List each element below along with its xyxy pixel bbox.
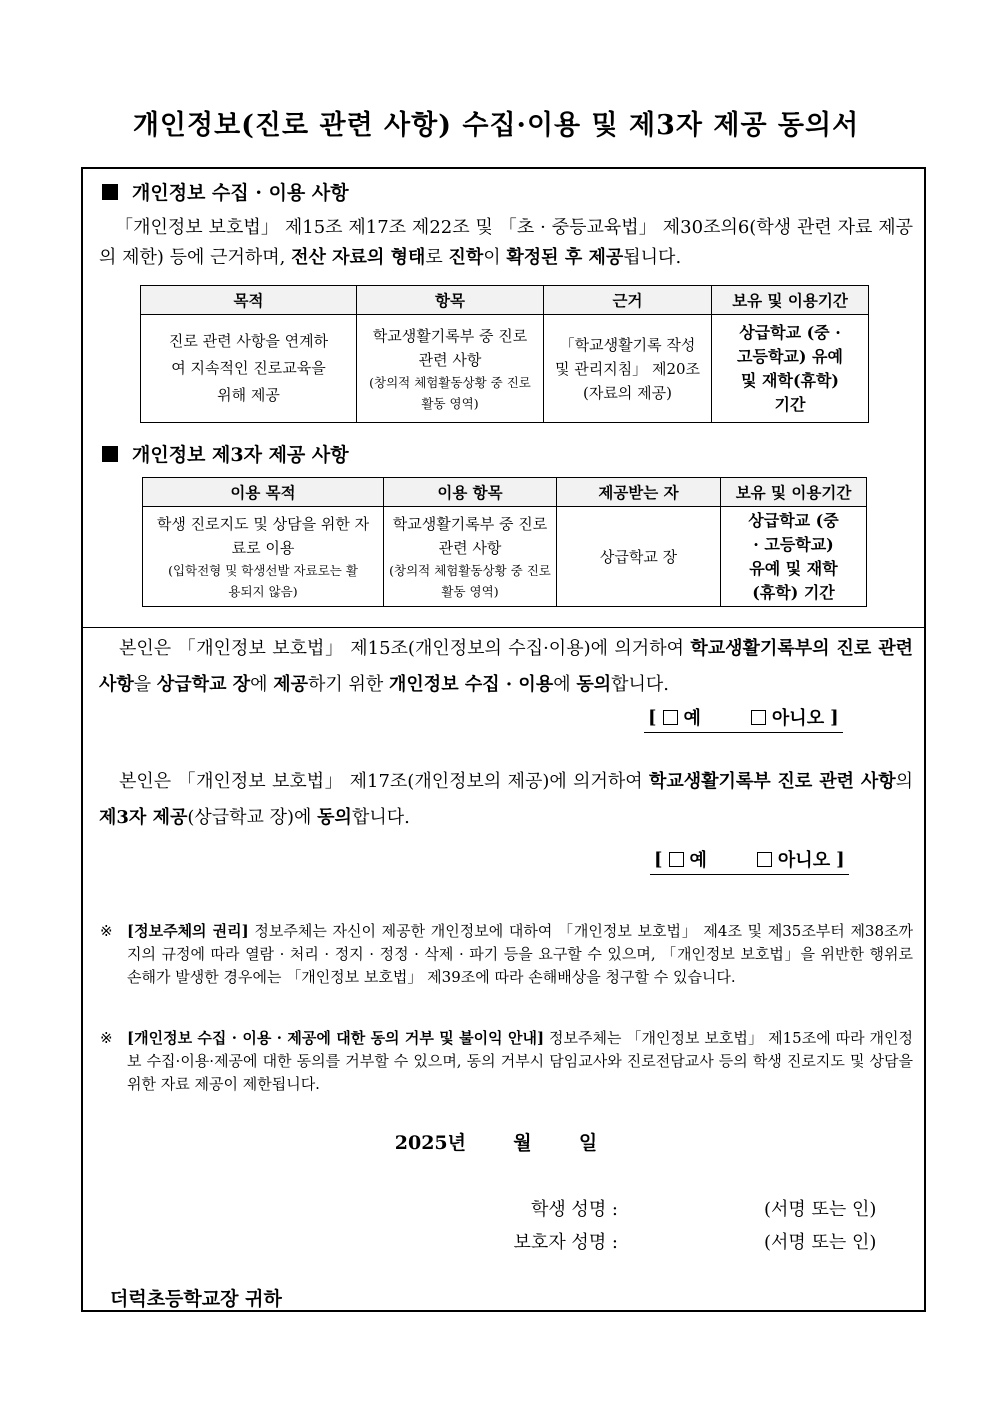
consent2-choice [650,846,849,875]
student-signature-field[interactable] [620,1192,760,1220]
consent-text: 합니다. [611,674,669,695]
reference-mark-icon: ※ [100,1029,113,1047]
collection-table [140,285,869,423]
consent1-choice [644,704,843,733]
note-text [127,920,913,989]
table-header-row [143,478,867,507]
column-header-recipient: 제공받는 자 [557,478,721,507]
section2-heading-text: 개인정보 제3자 제공 사항 [132,444,349,466]
reference-mark-icon: ※ [100,922,113,940]
consent2-yes-checkbox[interactable] [669,852,684,867]
square-bullet-icon [102,184,118,200]
section1-heading-text: 개인정보 수집 · 이용 사항 [132,182,349,204]
cell-use-item-main: 학교생활기록부 중 진로 관련 사항 [392,514,548,557]
date-month[interactable]: 월 [513,1132,532,1154]
section1-intro [99,213,913,273]
date-line [0,1128,992,1155]
table-header-row [141,286,869,315]
intro-bold-text: 전산 자료의 형태 [291,247,426,268]
cell-period: 상급학교 (중 · 고등학교) 유예 및 재학(휴학) 기간 [721,507,867,607]
student-signature-hint: (서명 또는 인) [764,1199,877,1220]
guardian-signature-field[interactable] [620,1225,760,1253]
column-header-item: 항목 [357,286,544,315]
consent-bold-text: 제공 [273,674,309,695]
section-divider [81,627,926,628]
cell-use-purpose-note: (입학전형 및 학생선발 자료로는 활용되지 않음) [168,562,358,599]
cell-recipient: 상급학교 장 [557,507,721,607]
bracket-close: ] [836,848,845,870]
cell-use-purpose-main: 학생 진로지도 및 상담을 위한 자료로 이용 [156,514,370,557]
consent-bold-text: 제3자 제공 [99,807,188,828]
consent-text: 에 [250,674,274,695]
consent-bold-text: 학교생활기록부 진로 관련 사항 [648,771,896,792]
consent-text: 합니다. [351,807,410,828]
intro-text: 이 [483,247,507,268]
column-header-basis: 근거 [544,286,712,315]
square-bullet-icon [102,446,118,462]
third-party-table [142,477,867,607]
intro-text: 로 [425,247,449,268]
consent2-yes-label: 예 [689,850,707,871]
student-name-label: 학생 성명 : [530,1199,618,1220]
section1-heading [102,178,349,205]
addressee: 더럭초등학교장 귀하 [110,1288,282,1310]
cell-basis: 「학교생활기록 작성 및 관리지침」 제20조(자료의 제공) [544,315,712,423]
cell-item [357,315,544,423]
consent-bold-text: 상급학교 장 [156,674,251,695]
intro-bold-text: 진학 [448,247,484,268]
cell-use-item [384,507,557,607]
consent-text: 에 [553,674,577,695]
document-title: 개인정보(진로 관련 사항) 수집·이용 및 제3자 제공 동의서 [132,110,860,141]
bracket-close: ] [830,706,839,728]
consent2-no-label: 아니오 [777,850,831,871]
date-year: 2025년 [394,1132,467,1154]
section2-heading [102,440,349,467]
consent2-no-checkbox[interactable] [757,852,772,867]
cell-use-item-note: (창의적 체험활동상황 중 진로활동 영역) [389,562,551,599]
consent-text: 본인은 「개인정보 보호법」 제15조(개인정보의 수집·이용)에 의거하여 [119,638,691,659]
cell-use-purpose [143,507,384,607]
guardian-name-label: 보호자 성명 : [513,1232,618,1253]
bracket-open: [ [654,848,663,870]
column-header-use-purpose: 이용 목적 [143,478,384,507]
cell-item-note: (창의적 체험활동상황 중 진로활동 영역) [369,374,531,411]
note-body: 정보주체는 「개인정보 보호법」 제15조에 따라 개인정보 수집·이용·제공에 대한 동의를 거부할 수 있으며, 동의 거부시 담임교사와 진로전담교사 등의 학생 진로지도 및 상담을 위한 자료 제공이 제한됩니다. [127,1029,914,1093]
consent1-yes-checkbox[interactable] [663,710,678,725]
consent1-text [99,631,913,703]
note-rights [100,920,913,989]
consent-text: 을 [133,674,157,695]
consent-bold-text: 동의 [576,674,612,695]
table-row [141,315,869,423]
note-refusal [100,1027,913,1096]
consent-text: 본인은 「개인정보 보호법」 제17조(개인정보의 제공)에 의거하여 [119,771,649,792]
guardian-signature-hint: (서명 또는 인) [764,1232,877,1253]
note-title: [정보주체의 권리] [127,922,249,940]
consent2-text [99,764,913,836]
cell-item-main: 학교생활기록부 중 진로 관련 사항 [372,326,528,369]
note-body: 정보주체는 자신이 제공한 개인정보에 대하여 「개인정보 보호법」 제4조 및 제35조부터 제38조까지의 규정에 따라 열람 · 처리 · 정지 · 정정 · 삭제 · 파기 등을 요구할 수 있으며, 「개인정보 보호법」을 위반한 행위로 손해가 발생한 경우에는 「개인정보 보호법」 제39조에 따라 손해배상을 청구할 수 있습니다. [127,922,913,986]
column-header-use-item: 이용 항목 [384,478,557,507]
intro-text: 됩니다. [623,247,682,268]
bracket-open: [ [648,706,657,728]
consent-text: 의 [895,771,913,792]
consent1-no-label: 아니오 [771,708,825,729]
consent-bold-text: 동의 [317,807,352,828]
consent1-no-checkbox[interactable] [751,710,766,725]
consent1-yes-label: 예 [683,708,701,729]
cell-purpose: 진로 관련 사항을 연계하여 지속적인 진로교육을 위해 제공 [141,315,357,423]
consent-text: (상급학교 장)에 [187,807,318,828]
table-row [143,507,867,607]
note-text [127,1027,913,1096]
cell-period: 상급학교 (중 · 고등학교) 유예 및 재학(휴학) 기간 [712,315,869,423]
column-header-period: 보유 및 이용기간 [712,286,869,315]
column-header-purpose: 목적 [141,286,357,315]
consent-text: 하기 위한 [308,674,390,695]
intro-bold-text: 확정된 후 제공 [506,247,624,268]
note-title: [개인정보 수집 · 이용 · 제공에 대한 동의 거부 및 불이익 안내] [127,1029,545,1047]
consent-bold-text: 개인정보 수집 · 이용 [389,674,554,695]
date-day[interactable]: 일 [578,1132,598,1154]
consent-bold-text: 학교생활기록부의 진로 관련 사항 [99,638,913,695]
column-header-period: 보유 및 이용기간 [721,478,867,507]
intro-text: 「개인정보 보호법」 제15조 제17조 제22조 및 「초 · 중등교육법」 제30조의6(학생 관련 자료 제공의 제한) 등에 근거하며, [99,217,913,268]
